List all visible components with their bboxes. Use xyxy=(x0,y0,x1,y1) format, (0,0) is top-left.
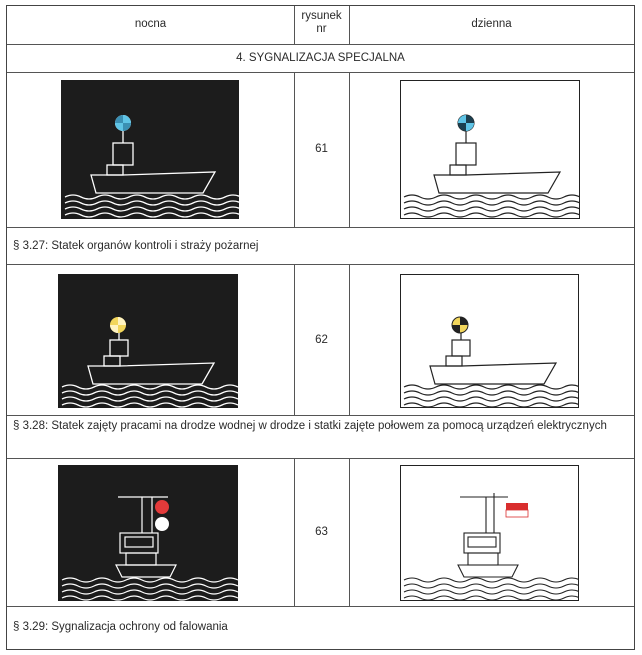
red-light-icon xyxy=(155,500,169,514)
rule xyxy=(7,227,634,228)
night-picture-63 xyxy=(58,465,238,601)
header-day: dzienna xyxy=(471,18,512,30)
rule xyxy=(7,264,634,265)
rule xyxy=(7,72,634,73)
header-number: rysunek nr xyxy=(301,10,342,35)
section-title: 4. SYGNALIZACJA SPECJALNA xyxy=(236,52,405,64)
row-caption: § 3.27: Statek organów kontroli i straży pożarnej xyxy=(13,240,259,252)
rule xyxy=(349,264,350,415)
day-picture-62 xyxy=(400,274,579,408)
yellow-quartered-disc-icon xyxy=(452,317,468,333)
rule xyxy=(7,458,634,459)
day-picture-63 xyxy=(400,465,579,601)
row-caption: § 3.29: Sygnalizacja ochrony od falowania xyxy=(13,621,228,633)
blue-quartered-disc-icon xyxy=(458,115,474,131)
day-picture-61 xyxy=(400,80,580,219)
white-light-icon xyxy=(155,517,169,531)
rule xyxy=(7,606,634,607)
yellow-quartered-disc-icon xyxy=(110,317,126,333)
figure-number: 62 xyxy=(315,334,328,346)
figure-number: 61 xyxy=(315,143,328,155)
rule xyxy=(349,458,350,606)
night-picture-62 xyxy=(58,274,238,408)
rule xyxy=(349,72,350,227)
rule xyxy=(7,44,634,45)
rule xyxy=(7,415,634,416)
row-caption: § 3.28: Statek zajęty pracami na drodze wodnej w drodze i statki zajęte połowem za pomocą urządzeń elektrycznych xyxy=(13,420,607,432)
figure-number: 63 xyxy=(315,526,328,538)
header-night: nocna xyxy=(134,18,167,30)
blue-quartered-disc-icon xyxy=(115,115,131,131)
red-white-flag-icon xyxy=(506,503,528,517)
night-picture-61 xyxy=(61,80,239,219)
